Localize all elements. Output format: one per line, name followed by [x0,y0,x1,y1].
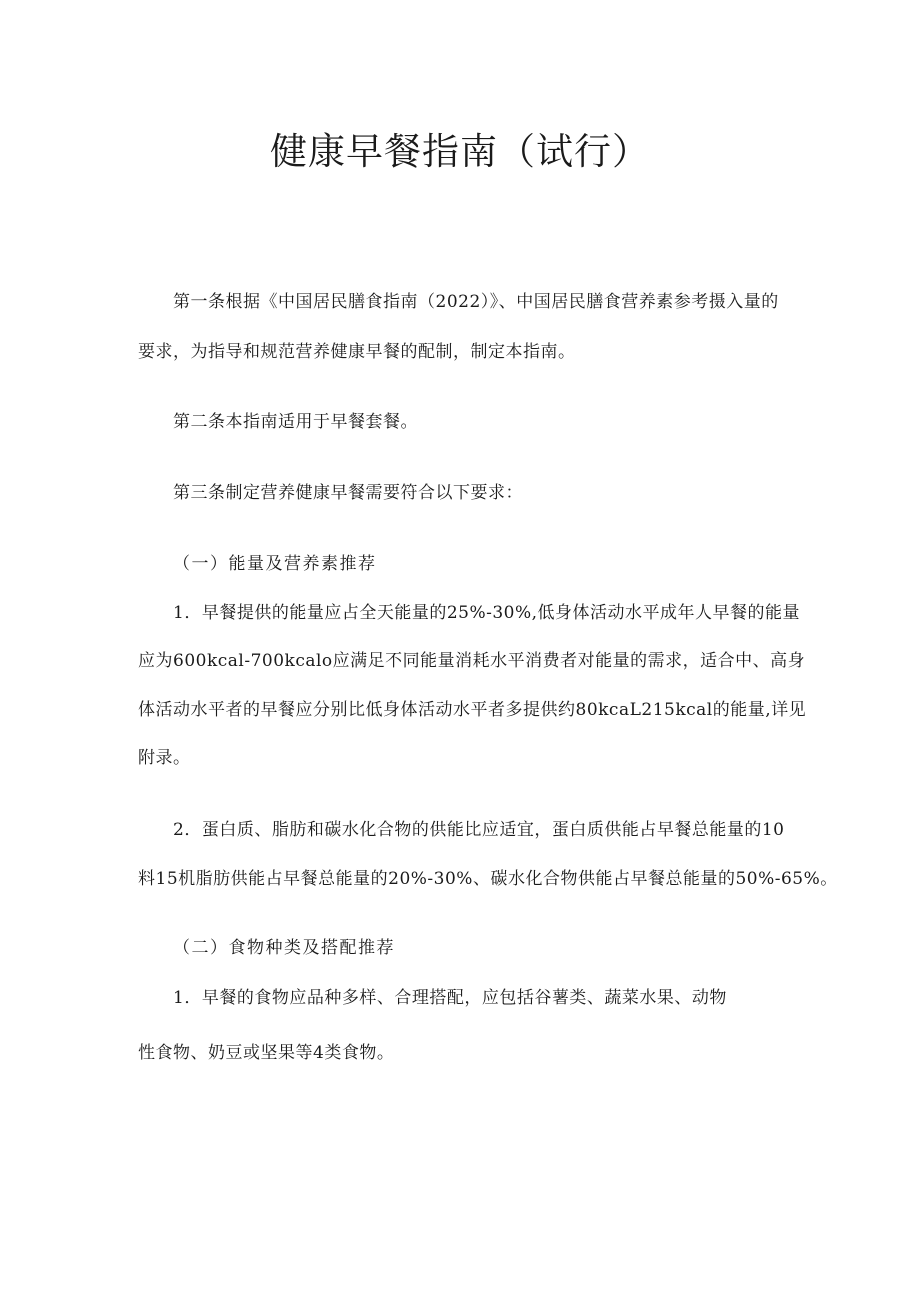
section-1-heading: （一）能量及营养素推荐 [173,554,377,574]
article-2: 第二条本指南适用于早餐套餐。 [173,412,418,432]
section-1-item-1-line-3: 体活动水平者的早餐应分别比低身体活动水平者多提供约80kcaL215kcal的能量,详见 [138,700,807,720]
page-title: 健康早餐指南（试行） [270,130,650,173]
article-1-line-1: 第一条根据《中国居民膳食指南（2022）》、中国居民膳食营养素参考摄入量的 [173,292,779,312]
article-3: 第三条制定营养健康早餐需要符合以下要求： [173,483,523,503]
section-1-item-2-line-1: 2．蛋白质、脂肪和碳水化合物的供能比应适宜，蛋白质供能占早餐总能量的10 [173,820,785,840]
article-1-line-2: 要求，为指导和规范营养健康早餐的配制，制定本指南。 [138,342,576,362]
section-2-heading: （二）食物种类及搭配推荐 [173,938,395,958]
section-1-item-2-line-2: 料15机脂肪供能占早餐总能量的20%-30%、碳水化合物供能占早餐总能量的50%-65%。 [138,869,838,889]
section-1-item-1-line-4: 附录。 [138,748,191,768]
section-1-item-1-line-2: 应为600kcal-700kcalo应满足不同能量消耗水平消费者对能量的需求，适合中、高身 [138,651,806,671]
section-1-item-1-line-1: 1．早餐提供的能量应占全天能量的25%-30%,低身体活动水平成年人早餐的能量 [173,603,801,623]
section-2-item-1-line-2: 性食物、奶豆或坚果等4类食物。 [138,1043,395,1063]
section-2-item-1-line-1: 1．早餐的食物应品种多样、合理搭配，应包括谷薯类、蔬菜水果、动物 [173,988,727,1008]
